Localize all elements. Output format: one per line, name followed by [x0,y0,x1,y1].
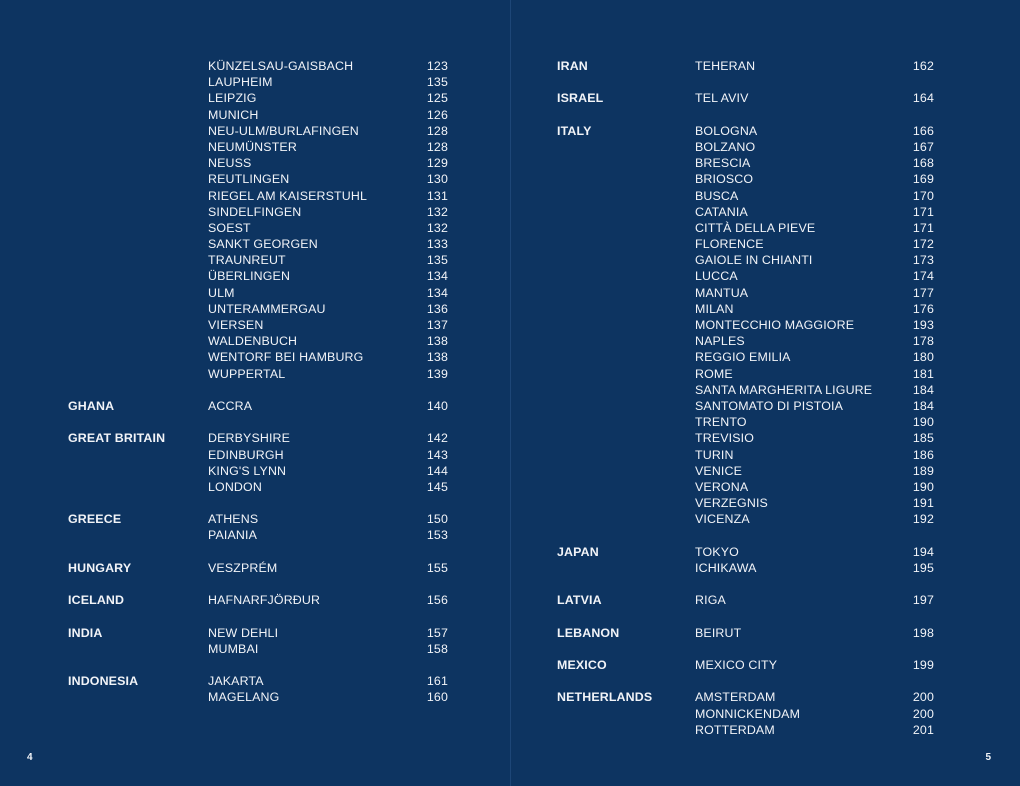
country-label [68,139,208,155]
country-label: GHANA [68,398,115,413]
city-name: NEUMÜNSTER [208,139,297,154]
city-name: VESZPRÉM [208,560,278,575]
city-name: KÜNZELSAU-GAISBACH [208,59,354,73]
index-list [557,58,934,738]
country-label: INDONESIA [68,674,139,689]
index-entry [68,479,448,495]
city-name: BEIRUT [695,625,742,640]
city-name: BOLOGNA [695,123,758,138]
page-reference: 186 [912,447,934,462]
country-label: JAPAN [557,544,599,559]
right-page [511,0,1020,786]
page-reference: 169 [912,172,934,187]
city-name: FLORENCE [695,237,764,252]
city-name: LAUPHEIM [208,75,273,90]
country-label [68,204,208,220]
page-reference: 137 [426,318,448,332]
page-reference: 145 [426,479,448,494]
country-label: HUNGARY [68,560,132,575]
country-label [557,366,695,382]
page-reference: 160 [426,690,448,705]
index-entry [557,252,934,268]
city-name: BUSCA [695,188,739,203]
country-label [68,123,208,139]
country-label [68,463,208,479]
country-label: LATVIA [557,593,602,608]
page-reference: 167 [912,139,934,154]
index-entry [557,220,934,236]
page-reference: 168 [912,156,934,171]
index-entry [68,90,448,106]
page-reference: 193 [912,318,934,332]
city-name: GAIOLE IN CHIANTI [695,253,813,268]
page-reference: 171 [912,204,934,219]
page-reference: 131 [426,188,448,203]
city-name: CITTÀ DELLA PIEVE [695,220,816,235]
city-name: ACCRA [208,398,253,413]
country-label [68,527,208,543]
index-entry [68,592,448,608]
city-name: SANKT GEORGEN [208,237,318,252]
page-reference: 176 [912,301,934,316]
index-entry [557,398,934,414]
index-entry [68,139,448,155]
country-label [68,188,208,204]
country-label [68,447,208,463]
city-name: WENTORF BEI HAMBURG [208,350,364,365]
city-name: VICENZA [695,512,750,527]
country-label: LEBANON [557,625,620,640]
page-reference: 197 [912,593,934,608]
country-group [68,430,448,495]
country-label [557,706,695,722]
index-entry [557,511,934,527]
index-entry [557,236,934,252]
country-label: ITALY [557,123,592,138]
country-group [68,560,448,576]
page-reference: 172 [912,237,934,252]
city-name: EDINBURGH [208,447,284,462]
city-name: CATANIA [695,204,748,219]
country-label [557,252,695,268]
index-entry [557,447,934,463]
index-entry [557,689,934,705]
index-entry [68,625,448,641]
country-label [68,268,208,284]
city-name: MUMBAI [208,641,259,656]
country-label [557,268,695,284]
city-name: PAIANIA [208,528,258,543]
city-name: NEW DEHLI [208,625,279,640]
city-name: BRESCIA [695,156,751,171]
index-entry [557,479,934,495]
country-label [557,236,695,252]
city-name: LUCCA [695,269,738,284]
city-name: TURIN [695,447,734,462]
country-label [68,236,208,252]
country-group [557,592,934,608]
page-reference: 174 [912,269,934,284]
page-reference: 161 [426,674,448,689]
country-label [557,171,695,187]
country-label [557,349,695,365]
page-reference: 171 [912,220,934,235]
page-reference: 157 [426,625,448,640]
index-entry [557,463,934,479]
page-reference: 195 [912,560,934,575]
city-name: LONDON [208,479,262,494]
city-name: ROTTERDAM [695,722,775,737]
country-group [557,625,934,641]
country-group [557,58,934,74]
index-entry [557,268,934,284]
city-name: WUPPERTAL [208,366,286,381]
index-entry [557,171,934,187]
country-label [557,430,695,446]
index-entry [68,252,448,268]
country-label [68,479,208,495]
country-label [557,495,695,511]
country-label [557,479,695,495]
index-entry [68,285,448,301]
country-label: INDIA [68,625,103,640]
country-label [557,382,695,398]
page-reference: 189 [912,463,934,478]
page-number: 5 [985,752,991,763]
country-group [557,544,934,576]
country-label [557,414,695,430]
city-name: MONNICKENDAM [695,706,801,721]
country-label: ISRAEL [557,91,604,106]
page-reference: 158 [426,641,448,656]
city-name: TEHERAN [695,59,756,73]
index-entry [557,706,934,722]
index-entry [68,74,448,90]
index-entry [557,155,934,171]
country-group [557,689,934,738]
page-reference: 184 [912,382,934,397]
page-reference: 164 [912,91,934,106]
page-reference: 162 [912,59,934,73]
index-entry [68,511,448,527]
index-entry [68,317,448,333]
city-name: SOEST [208,220,251,235]
city-name: MEXICO CITY [695,657,778,672]
index-entry [68,220,448,236]
city-name: REUTLINGEN [208,172,290,187]
country-label [68,366,208,382]
page-reference: 166 [912,123,934,138]
index-entry [557,657,934,673]
country-label [68,171,208,187]
country-label [557,139,695,155]
index-entry [68,155,448,171]
city-name: VERONA [695,479,749,494]
page-reference: 198 [912,625,934,640]
index-entry [68,560,448,576]
country-label [68,155,208,171]
index-entry [68,641,448,657]
city-name: RIGA [695,593,726,608]
index-entry [68,123,448,139]
page-reference: 128 [426,123,448,138]
city-name: TRENTO [695,415,747,430]
index-entry [68,204,448,220]
country-label [557,317,695,333]
page-reference: 142 [426,431,448,446]
country-group [68,592,448,608]
city-name: AMSTERDAM [695,690,776,705]
country-label [68,252,208,268]
index-entry [557,204,934,220]
city-name: NEUSS [208,156,252,171]
city-name: ULM [208,285,235,300]
index-entry [557,544,934,560]
page-reference: 129 [426,156,448,171]
index-entry [557,285,934,301]
page-reference: 134 [426,285,448,300]
city-name: JAKARTA [208,674,264,689]
country-label [68,220,208,236]
city-name: BRIOSCO [695,172,754,187]
index-entry [68,673,448,689]
country-label [557,285,695,301]
page-reference: 132 [426,204,448,219]
city-name: SANTA MARGHERITA LIGURE [695,382,873,397]
index-entry [557,58,934,74]
page-reference: 200 [912,690,934,705]
page-reference: 135 [426,75,448,90]
index-entry [557,188,934,204]
index-entry [68,366,448,382]
page-number: 4 [27,752,33,763]
page-reference: 133 [426,237,448,252]
page-reference: 153 [426,528,448,543]
page-reference: 139 [426,366,448,381]
city-name: ICHIKAWA [695,560,757,575]
city-name: KING'S LYNN [208,463,287,478]
page-reference: 190 [912,479,934,494]
page-reference: 200 [912,706,934,721]
page-reference: 128 [426,139,448,154]
country-label [68,333,208,349]
country-label [68,349,208,365]
city-name: TREVISIO [695,431,755,446]
city-name: WALDENBUCH [208,334,298,349]
index-entry [557,317,934,333]
city-name: NEU-ULM/BURLAFINGEN [208,123,359,138]
index-entry [68,349,448,365]
page-reference: 180 [912,350,934,365]
city-name: LEIPZIG [208,91,257,106]
index-entry [68,58,448,74]
page-reference: 140 [426,398,448,413]
index-entry [557,414,934,430]
country-label [557,204,695,220]
index-list [68,58,448,706]
index-entry [557,333,934,349]
city-name: VIERSEN [208,318,264,332]
index-entry [68,447,448,463]
country-label [557,188,695,204]
page-reference: 170 [912,188,934,203]
index-entry [68,689,448,705]
index-entry [557,123,934,139]
city-name: SINDELFINGEN [208,204,302,219]
page-reference: 123 [426,59,448,73]
country-label: GREAT BRITAIN [68,431,166,446]
index-entry [557,382,934,398]
country-label [68,107,208,123]
country-label [557,220,695,236]
country-label [68,317,208,333]
index-entry [557,301,934,317]
index-entry [68,268,448,284]
country-label [557,722,695,738]
index-entry [68,398,448,414]
country-label: MEXICO [557,657,607,672]
page-reference: 130 [426,172,448,187]
country-label [68,689,208,705]
page-reference: 144 [426,463,448,478]
city-name: DERBYSHIRE [208,431,291,446]
city-name: TOKYO [695,544,739,559]
city-name: NAPLES [695,334,745,349]
city-name: ÜBERLINGEN [208,269,291,284]
page-reference: 178 [912,334,934,349]
country-group [68,673,448,705]
index-entry [68,527,448,543]
country-group [68,625,448,657]
index-entry [557,560,934,576]
index-entry [557,495,934,511]
city-name: MILAN [695,301,734,316]
index-entry [557,430,934,446]
index-entry [557,349,934,365]
index-entry [68,107,448,123]
country-label [557,398,695,414]
country-label [68,641,208,657]
page-reference: 143 [426,447,448,462]
city-name: RIEGEL AM KAISERSTUHL [208,188,367,203]
country-label [557,560,695,576]
page-reference: 132 [426,220,448,235]
page-reference: 190 [912,415,934,430]
country-group [68,398,448,414]
city-name: MANTUA [695,285,749,300]
country-label: IRAN [557,59,588,73]
city-name: VERZEGNIS [695,496,768,511]
page-reference: 194 [912,544,934,559]
country-label [68,74,208,90]
country-label [68,285,208,301]
page-reference: 126 [426,107,448,122]
index-entry [68,171,448,187]
page-reference: 201 [912,722,934,737]
page-reference: 184 [912,398,934,413]
country-group [557,90,934,106]
country-label [68,58,208,74]
country-label [557,463,695,479]
city-name: ATHENS [208,512,259,527]
page-reference: 136 [426,301,448,316]
page-reference: 150 [426,512,448,527]
index-entry [68,333,448,349]
city-name: MONTECCHIO MAGGIORE [695,318,855,332]
country-label [557,447,695,463]
country-label [68,90,208,106]
index-entry [557,90,934,106]
page-reference: 181 [912,366,934,381]
country-label: NETHERLANDS [557,690,653,705]
page-reference: 199 [912,657,934,672]
page-reference: 192 [912,512,934,527]
city-name: SANTOMATO DI PISTOIA [695,398,844,413]
index-entry [68,430,448,446]
index-entry [557,722,934,738]
city-name: TRAUNREUT [208,253,286,268]
city-name: VENICE [695,463,743,478]
country-label [68,301,208,317]
city-name: ROME [695,366,733,381]
index-entry [68,463,448,479]
index-entry [68,236,448,252]
index-entry [557,592,934,608]
country-label: GREECE [68,512,122,527]
page-reference: 177 [912,285,934,300]
page-reference: 185 [912,431,934,446]
city-name: MAGELANG [208,690,280,705]
city-name: TEL AVIV [695,91,749,106]
city-name: UNTERAMMERGAU [208,301,326,316]
page-reference: 191 [912,496,934,511]
country-label [557,333,695,349]
index-entry [557,366,934,382]
city-name: MUNICH [208,107,259,122]
page-reference: 156 [426,593,448,608]
city-name: BOLZANO [695,139,756,154]
page-reference: 138 [426,334,448,349]
country-group [557,123,934,528]
page-reference: 134 [426,269,448,284]
country-label [557,155,695,171]
city-name: REGGIO EMILIA [695,350,791,365]
page-reference: 135 [426,253,448,268]
index-entry [557,139,934,155]
page-reference: 125 [426,91,448,106]
country-group [557,657,934,673]
country-label: ICELAND [68,593,125,608]
country-label [557,511,695,527]
country-group [68,58,448,382]
index-entry [68,301,448,317]
page-reference: 173 [912,253,934,268]
country-group [68,511,448,543]
index-entry [557,625,934,641]
country-label [557,301,695,317]
city-name: HAFNARFJÖRÐUR [208,593,321,608]
page-reference: 155 [426,560,448,575]
page-reference: 138 [426,350,448,365]
index-entry [68,188,448,204]
